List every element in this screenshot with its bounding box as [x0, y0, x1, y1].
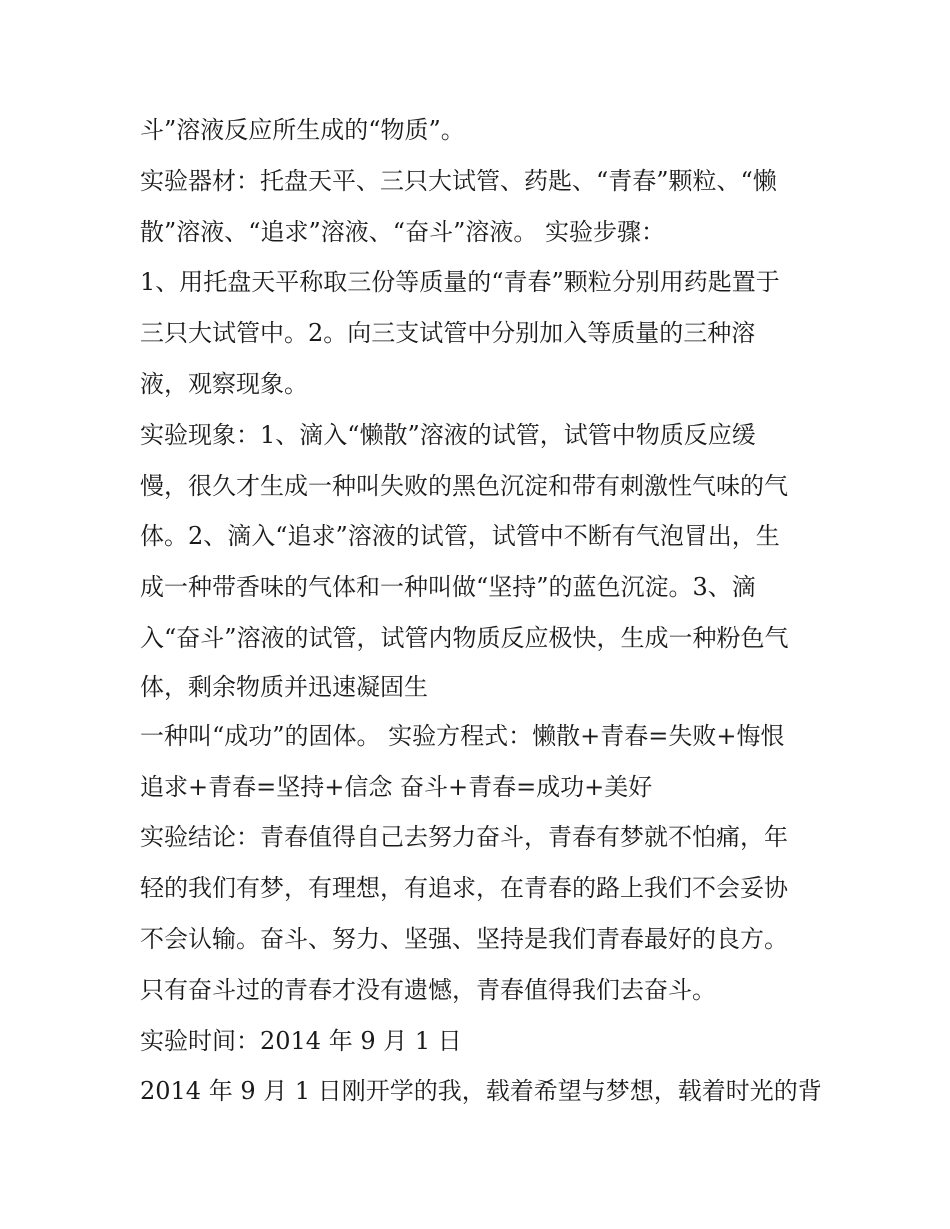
body-text [140, 105, 840, 1117]
text-line-5: 三只大试管中。2。向三支试管中分别加入等质量的三种溶 [140, 319, 756, 348]
text-line-11: 入“奋斗”溶液的试管，试管内物质反应极快，生成一种粉色气 [140, 623, 789, 652]
text-line-13: 一种叫“成功”的固体。 实验方程式：懒散+青春=失败+悔恨 [140, 721, 785, 750]
text-line-2: 实验器材：托盘天平、三只大试管、药匙、“青春”颗粒、“懒 [140, 166, 777, 195]
text-line-1: 斗”溶液反应所生成的“物质”。 [140, 116, 465, 144]
text-line-8: 慢，很久才生成一种叫失败的黑色沉淀和带有刺激性气味的气 [140, 471, 788, 500]
text-line-16: 轻的我们有梦，有理想，有追求，在青春的路上我们不会妥协 [140, 874, 788, 903]
text-line-9: 体。2、滴入“追求”溶液的试管，试管中不断有气泡冒出，生 [140, 522, 780, 551]
text-line-4: 1、用托盘天平称取三份等质量的“青春”颗粒分别用药匙置于 [140, 268, 780, 297]
text-line-17: 不会认输。奋斗、努力、坚强、坚持是我们青春最好的良方。 [140, 924, 788, 953]
text-line-10: 成一种带香味的气体和一种叫做“坚持”的蓝色沉淀。3、滴 [140, 573, 756, 602]
text-line-6: 液，观察现象。 [140, 369, 308, 398]
text-line-15: 实验结论：青春值得自己去努力奋斗，青春有梦就不怕痛，年 [140, 823, 788, 852]
text-line-14: 追求+青春=坚持+信念 奋斗+青春=成功+美好 [140, 772, 653, 801]
text-line-7: 实验现象：1、滴入“懒散”溶液的试管，试管中物质反应缓 [140, 420, 756, 449]
text-line-19: 实验时间：2014 年 9 月 1 日 [140, 1026, 462, 1055]
text-line-18: 只有奋斗过的青春才没有遗憾，青春值得我们去奋斗。 [140, 975, 716, 1004]
text-line-20: 2014 年 9 月 1 日刚开学的我，载着希望与梦想，载着时光的背 [140, 1077, 822, 1106]
text-line-12: 体，剩余物质并迅速凝固生 [140, 672, 428, 701]
text-line-3: 散”溶液、“追求”溶液、“奋斗”溶液。 实验步骤： [140, 217, 665, 246]
